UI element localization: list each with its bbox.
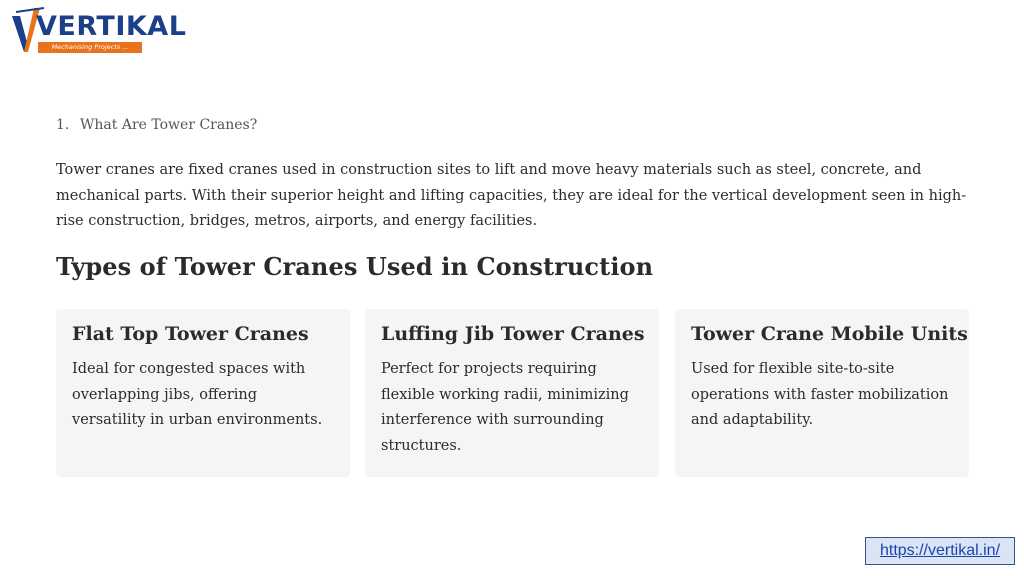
list-item-what-are-tower-cranes <box>56 117 257 133</box>
list-number: 1. <box>56 117 70 133</box>
intro-paragraph: Tower cranes are fixed cranes used in construction sites to lift and move heavy materials such as steel, concrete, and mechanical parts. With their superior height and lifting capacities, they are ideal for the vertical development seen in high-rise construction, bridges, metros, airports, and energy facilities. <box>56 162 967 230</box>
logo-wordmark: VERTIKAL <box>36 11 187 42</box>
vertikal-logo <box>10 6 187 56</box>
list-text: What Are Tower Cranes? <box>80 117 258 133</box>
card-title: Luffing Jib Tower Cranes <box>381 323 645 345</box>
card-mobile-units <box>675 309 969 477</box>
card-description: Used for flexible site-to-site operations with faster mobilization and adaptability. <box>691 361 949 429</box>
card-flat-top <box>56 309 350 477</box>
card-luffing-jib <box>365 309 659 477</box>
card-title: Flat Top Tower Cranes <box>72 323 309 345</box>
card-title: Tower Crane Mobile Units <box>691 323 968 345</box>
website-link[interactable]: https://vertikal.in/ <box>879 542 1001 559</box>
card-description: Ideal for congested spaces with overlapping jibs, offering versatility in urban environments. <box>72 361 323 429</box>
logo-tagline: Mechanising Projects ... <box>38 42 142 53</box>
card-description: Perfect for projects requiring flexible working radii, minimizing interference with surrounding structures. <box>381 361 629 455</box>
section-title: Types of Tower Cranes Used in Construction <box>56 252 654 281</box>
website-link-box[interactable] <box>865 537 1015 565</box>
